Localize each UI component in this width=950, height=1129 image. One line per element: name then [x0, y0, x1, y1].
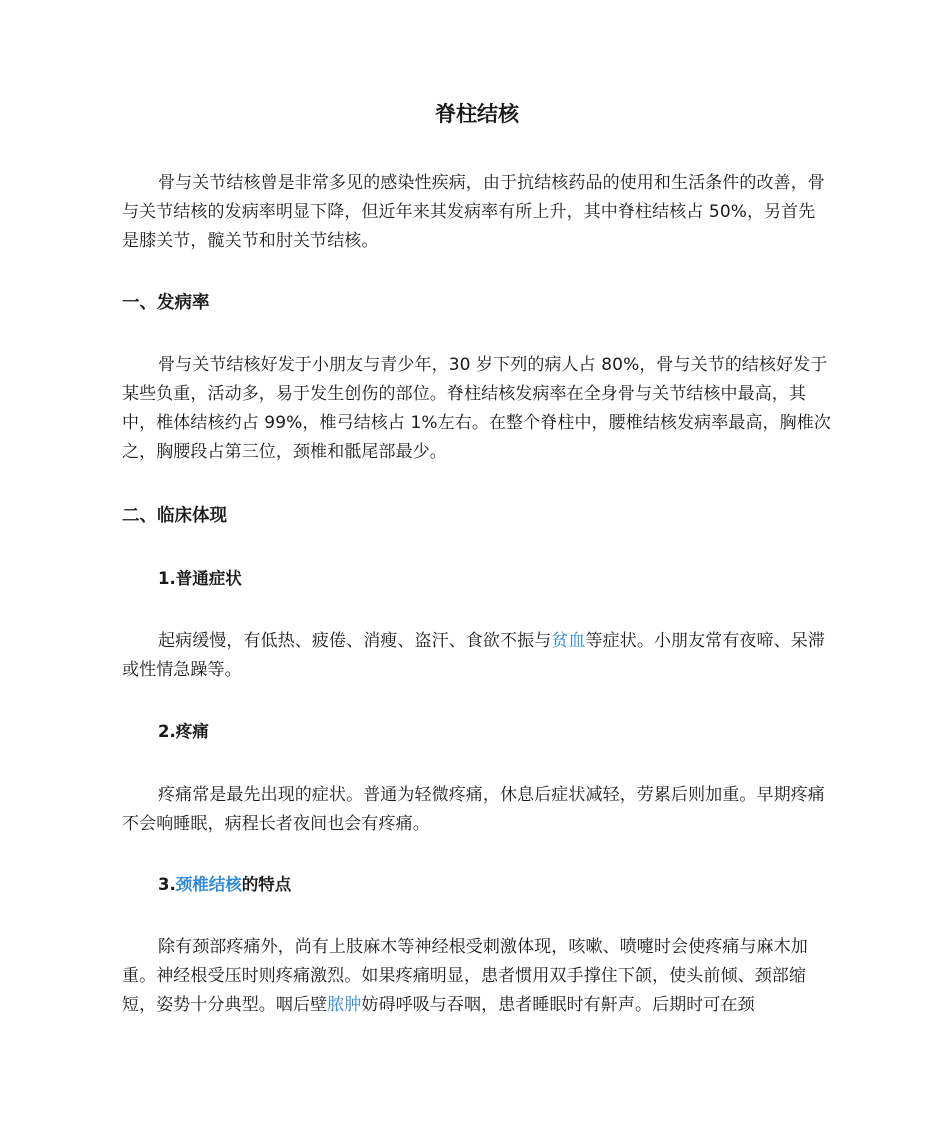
- section-heading-incidence: 一、发病率: [122, 293, 210, 313]
- heading-prefix: 3.: [158, 875, 176, 894]
- heading-suffix: 的特点: [241, 875, 292, 894]
- incidence-paragraph: 骨与关节结核好发于小朋友与青少年，30 岁下列的病人占 80%，骨与关节的结核好发于某些负重，活动多，易于发生创伤的部位。脊柱结核发病率在全身骨与关节结核中最高，其中，椎体结核约占 99%，椎弓结核占 1%左右。在整个脊柱中，腰椎结核发病率最高，胸椎次之，胸腰段占第三位，颈椎和骶尾部最少。: [122, 355, 831, 462]
- anemia-link[interactable]: 贫血: [551, 631, 586, 651]
- paragraph-text: 妨碍呼吸与吞咽，患者睡眠时有鼾声。后期时可在颈: [361, 995, 755, 1015]
- paragraph-text: 起病缓慢，有低热、疲倦、消瘦、盗汗、食欲不振与: [158, 631, 552, 651]
- section-heading-clinical: 二、临床体现: [122, 506, 227, 526]
- paragraph-text: 等症状。小朋友常有夜啼、呆滞或性情急躁等。: [122, 631, 825, 680]
- abscess-link[interactable]: 脓肿: [327, 995, 362, 1015]
- subheading-general-symptoms: 1.普通症状: [158, 569, 242, 588]
- cervical-features-paragraph: [122, 933, 832, 1020]
- intro-paragraph: 骨与关节结核曾是非常多见的感染性疾病，由于抗结核药品的使用和生活条件的改善，骨与关节结核的发病率明显下降，但近年来其发病率有所上升，其中脊柱结核占 50%，另首先是膝关节，髋关节和肘关节结核。: [122, 173, 825, 251]
- paragraph-text: 除有颈部疼痛外，尚有上肢麻木等神经根受刺激体现，咳嗽、喷嚏时会使疼痛与麻木加重。神经根受压时则疼痛激烈。如果疼痛明显，患者惯用双手撑住下颌，使头前倾、颈部缩短，姿势十分典型。咽后壁: [122, 937, 808, 1015]
- page-title: 脊柱结核: [435, 102, 519, 126]
- subheading-cervical-features: [158, 871, 291, 899]
- pain-paragraph: 疼痛常是最先出现的症状。普通为轻微疼痛，休息后症状减轻，劳累后则加重。早期疼痛不会响睡眠，病程长者夜间也会有疼痛。: [122, 785, 825, 834]
- cervical-tuberculosis-link[interactable]: 颈椎结核: [175, 875, 242, 894]
- general-symptoms-paragraph: [122, 627, 832, 685]
- subheading-pain: 2.疼痛: [158, 722, 209, 741]
